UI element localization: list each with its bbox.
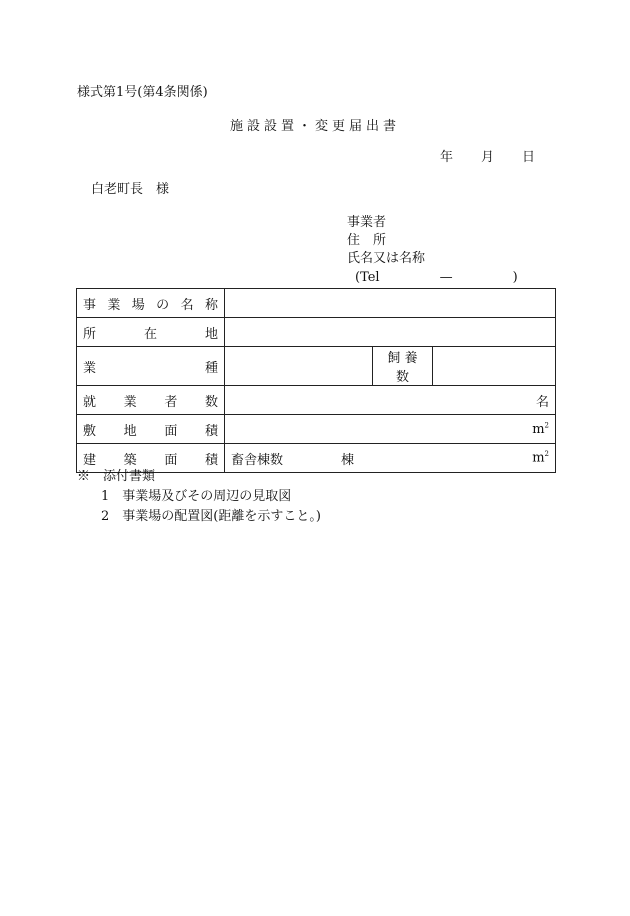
addressee: 白老町長 様: [91, 182, 170, 197]
unit-base: m: [532, 450, 545, 466]
unit-superscript: 2: [544, 421, 549, 430]
label-char: 業: [107, 297, 121, 313]
site-area-field[interactable]: [225, 415, 556, 444]
label-char: 数: [204, 394, 218, 410]
employee-count-field[interactable]: [225, 386, 556, 415]
label-char: 敷: [83, 423, 97, 439]
label-char: 称: [204, 297, 218, 313]
industry-label: [83, 357, 218, 376]
business-name-label-cell: [77, 289, 225, 318]
label-char: 積: [204, 423, 218, 439]
label-char: 建: [83, 452, 97, 468]
employee-count-label-cell: [77, 386, 225, 415]
label-char: 事: [83, 297, 97, 313]
label-char: の: [156, 297, 170, 313]
location-field[interactable]: [225, 318, 556, 347]
date-day: 日: [522, 150, 536, 165]
date-month: 月: [481, 150, 495, 165]
label-char: 者: [164, 394, 178, 410]
label-char: 就: [83, 394, 97, 410]
label-char: 地: [123, 423, 137, 439]
attachment-item: 1 事業場及びその周辺の見取図: [101, 489, 292, 504]
site-area-unit: [532, 422, 549, 437]
building-area-label: [83, 449, 218, 468]
date-line: [440, 150, 535, 166]
tel-prefix: (Tel: [355, 270, 380, 285]
barn-count-unit: 棟: [341, 452, 355, 468]
site-area-label: [83, 420, 218, 439]
business-name-field[interactable]: [225, 289, 556, 318]
document-title: 施設設置・変更届出書: [229, 119, 400, 134]
unit-base: m: [532, 421, 545, 437]
row-site-area: [77, 415, 556, 444]
label-char: 築: [123, 452, 137, 468]
label-char: 積: [204, 452, 218, 468]
label-char: 在: [143, 326, 157, 342]
industry-field[interactable]: [225, 347, 373, 386]
label-char: 面: [164, 452, 178, 468]
date-year: 年: [440, 150, 454, 165]
tel-suffix: ): [512, 270, 518, 285]
tel-line: [355, 270, 518, 286]
row-business-name: [77, 289, 556, 318]
label-char: 面: [164, 423, 178, 439]
location-label-cell: [77, 318, 225, 347]
employee-unit: 名: [535, 394, 549, 410]
industry-label-cell: [77, 347, 225, 386]
label-char: 所: [83, 326, 97, 342]
label-char: 名: [180, 297, 194, 313]
row-industry: [77, 347, 556, 386]
applicant-block: [347, 215, 425, 269]
attachment-item: 2 事業場の配置図(距離を示すこと。): [101, 509, 321, 524]
business-name-label: [83, 294, 218, 313]
address-label: 住 所: [347, 233, 387, 248]
livestock-count-field[interactable]: [433, 347, 556, 386]
name-label: 氏名又は名称: [347, 251, 426, 266]
livestock-count-label: 飼 養 数: [373, 347, 433, 386]
row-employees: [77, 386, 556, 415]
tel-dash: —: [439, 270, 453, 285]
label-char: 地: [204, 326, 218, 342]
label-char: 業: [83, 360, 97, 376]
barn-count-label: 畜舎棟数: [231, 452, 284, 468]
site-area-label-cell: [77, 415, 225, 444]
attachments-heading: ※ 添付書類: [77, 469, 156, 484]
label-char: 種: [204, 360, 218, 376]
row-location: [77, 318, 556, 347]
facility-table: [76, 288, 556, 473]
business-operator-label: 事業者: [347, 215, 387, 230]
unit-superscript: 2: [544, 450, 549, 459]
label-char: 業: [123, 394, 137, 410]
location-label: [83, 323, 218, 342]
building-area-unit: [532, 450, 549, 465]
label-char: 場: [131, 297, 145, 313]
form-number: 様式第1号(第4条関係): [77, 85, 208, 100]
building-area-field[interactable]: [225, 444, 556, 473]
employee-count-label: [83, 391, 218, 410]
